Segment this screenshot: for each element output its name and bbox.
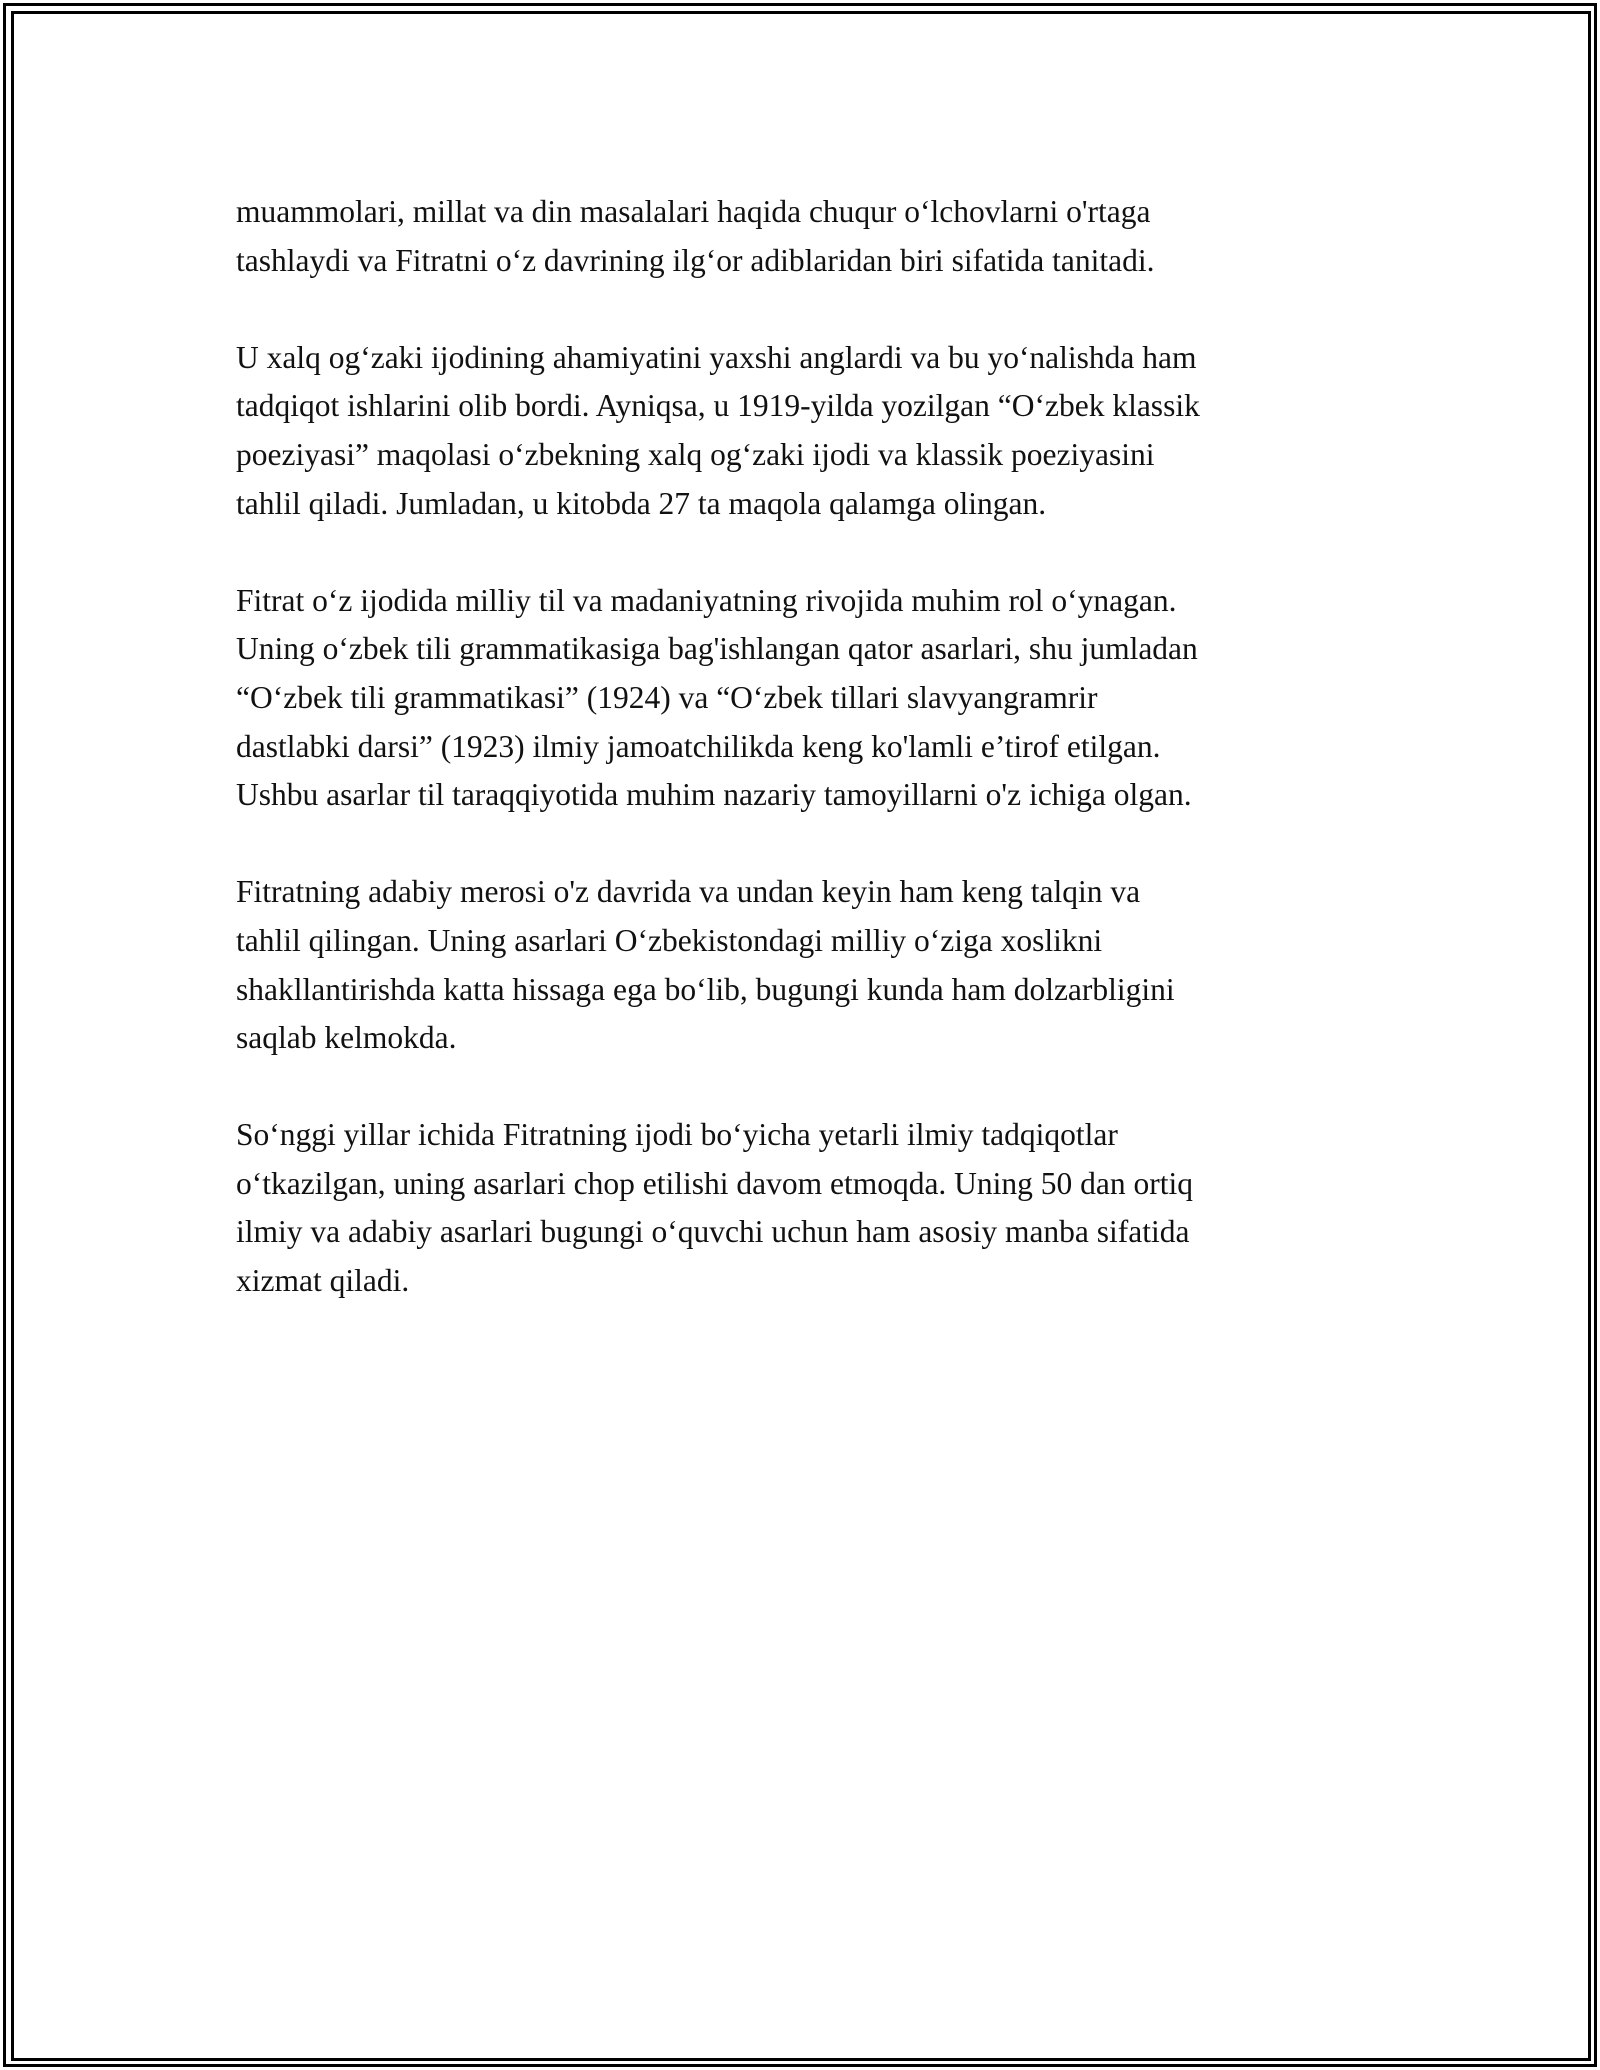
paragraph-national-language: Fitrat o‘z ijodida milliy til va madaniyatning rivojida muhim rol o‘ynagan. Uning o‘zbek tili grammatikasiga bag'ishlangan qator asarlari, shu jumladan “O‘zbek tili grammatikasi” (1924) va “O‘zbek tillari slavyangramrir dastlabki darsi” (1923) ilmiy jamoatchilikda keng ko'lamli e’tirof etilgan. Ushbu asarlar til taraqqiyotida muhim nazariy tamoyillarni o'z ichiga olgan. <box>236 582 1198 813</box>
document-body <box>236 188 1386 1354</box>
paragraph-recent-research: So‘nggi yillar ichida Fitratning ijodi bo‘yicha yetarli ilmiy tadqiqotlar o‘tkazilgan, uning asarlari chop etilishi davom etmoqda. Uning 50 dan ortiq ilmiy va adabiy asarlari bugungi o‘quvchi uchun ham asosiy manba sifatida xizmat qiladi. <box>236 1117 1194 1299</box>
paragraph-continuation: muammolari, millat va din masalalari haqida chuqur o‘lchovlarni o'rtaga tashlaydi va Fitratni o‘z davrining ilg‘or adiblaridan biri sifatida tanitadi. <box>236 194 1155 278</box>
paragraph-folk-oral-creativity: U xalq og‘zaki ijodining ahamiyatini yaxshi anglardi va bu yo‘nalishda ham tadqiqot ishlarini olib bordi. Ayniqsa, u 1919-yilda yozilgan “O‘zbek klassik poeziyasi” maqolasi o‘zbekning xalq og‘zaki ijodi va klassik poeziyasini tahlil qiladi. Jumladan, u kitobda 27 ta maqola qalamga olingan. <box>236 339 1200 521</box>
paragraph-literary-heritage: Fitratning adabiy merosi o'z davrida va undan keyin ham keng talqin va tahlil qilingan. Uning asarlari O‘zbekistondagi milliy o‘ziga xoslikni shakllantirishda katta hissaga ega bo‘lib, bugungi kunda ham dolzarbligini saqlab kelmokda. <box>236 874 1175 1056</box>
